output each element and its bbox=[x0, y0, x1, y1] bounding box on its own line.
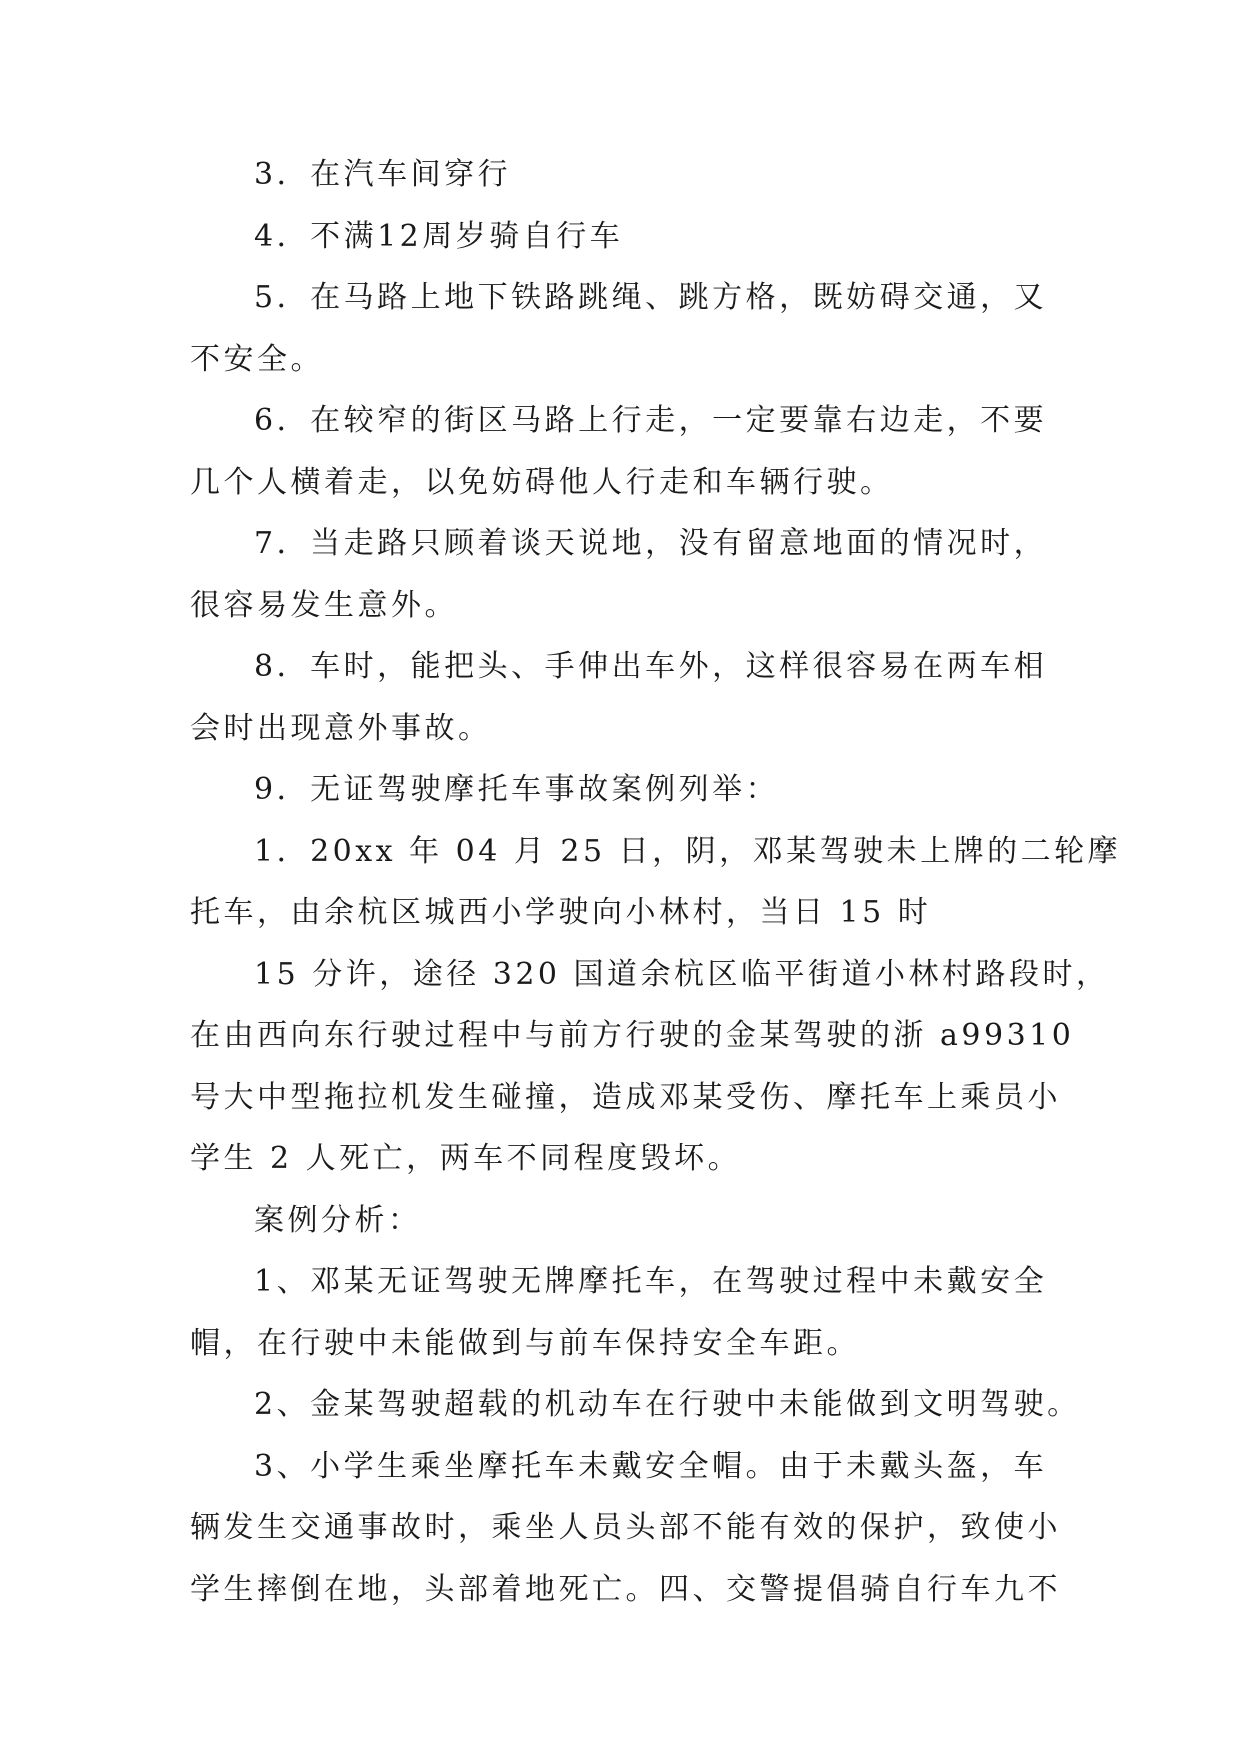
text-line: 7．当走路只顾着谈天说地，没有留意地面的情况时， bbox=[254, 526, 1048, 561]
text-line: 3．在汽车间穿行 bbox=[254, 157, 512, 192]
document-body bbox=[190, 155, 1122, 1631]
text-line: 15 分许，途径 320 国道余杭区临平街道小林村路段时， bbox=[254, 956, 1110, 992]
text-line: 帽，在行驶中未能做到与前车保持安全车距。 bbox=[190, 1325, 860, 1361]
text-line: 8．车时，能把头、手伸出车外，这样很容易在两车相 bbox=[254, 649, 1048, 684]
text-line: 很容易发生意外。 bbox=[190, 587, 458, 623]
text-line: 在由西向东行驶过程中与前方行驶的金某驾驶的浙 a99310 bbox=[190, 1018, 1075, 1053]
text-line: 4．不满12周岁骑自行车 bbox=[254, 218, 624, 254]
text-line: 5．在马路上地下铁路跳绳、跳方格，既妨碍交通，又 bbox=[254, 280, 1048, 315]
text-line: 不安全。 bbox=[190, 341, 324, 377]
text-line: 6．在较窄的街区马路上行走，一定要靠右边走，不要 bbox=[254, 403, 1048, 438]
text-line: 1、邓某无证驾驶无牌摩托车，在驾驶过程中未戴安全 bbox=[254, 1264, 1048, 1299]
text-line: 9．无证驾驶摩托车事故案例列举： bbox=[254, 772, 780, 807]
text-line: 1．20xx 年 04 月 25 日，阴，邓某驾驶未上牌的二轮摩 bbox=[254, 833, 1122, 869]
text-line: 辆发生交通事故时，乘坐人员头部不能有效的保护，致使小 bbox=[190, 1510, 1061, 1545]
text-line: 2、金某驾驶超载的机动车在行驶中未能做到文明驾驶。 bbox=[254, 1387, 1081, 1422]
text-line: 托车，由余杭区城西小学驶向小林村，当日 15 时 bbox=[190, 895, 932, 930]
text-line: 3、小学生乘坐摩托车未戴安全帽。由于未戴头盔，车 bbox=[254, 1448, 1048, 1484]
text-line: 学生摔倒在地，头部着地死亡。四、交警提倡骑自行车九不 bbox=[190, 1571, 1061, 1607]
text-line: 学生 2 人死亡，两车不同程度毁坏。 bbox=[190, 1141, 742, 1176]
text-line: 号大中型拖拉机发生碰撞，造成邓某受伤、摩托车上乘员小 bbox=[190, 1079, 1061, 1115]
text-line: 几个人横着走，以免妨碍他人行走和车辆行驶。 bbox=[190, 464, 894, 500]
text-line: 会时出现意外事故。 bbox=[190, 710, 492, 746]
text-line: 案例分析： bbox=[254, 1202, 422, 1238]
